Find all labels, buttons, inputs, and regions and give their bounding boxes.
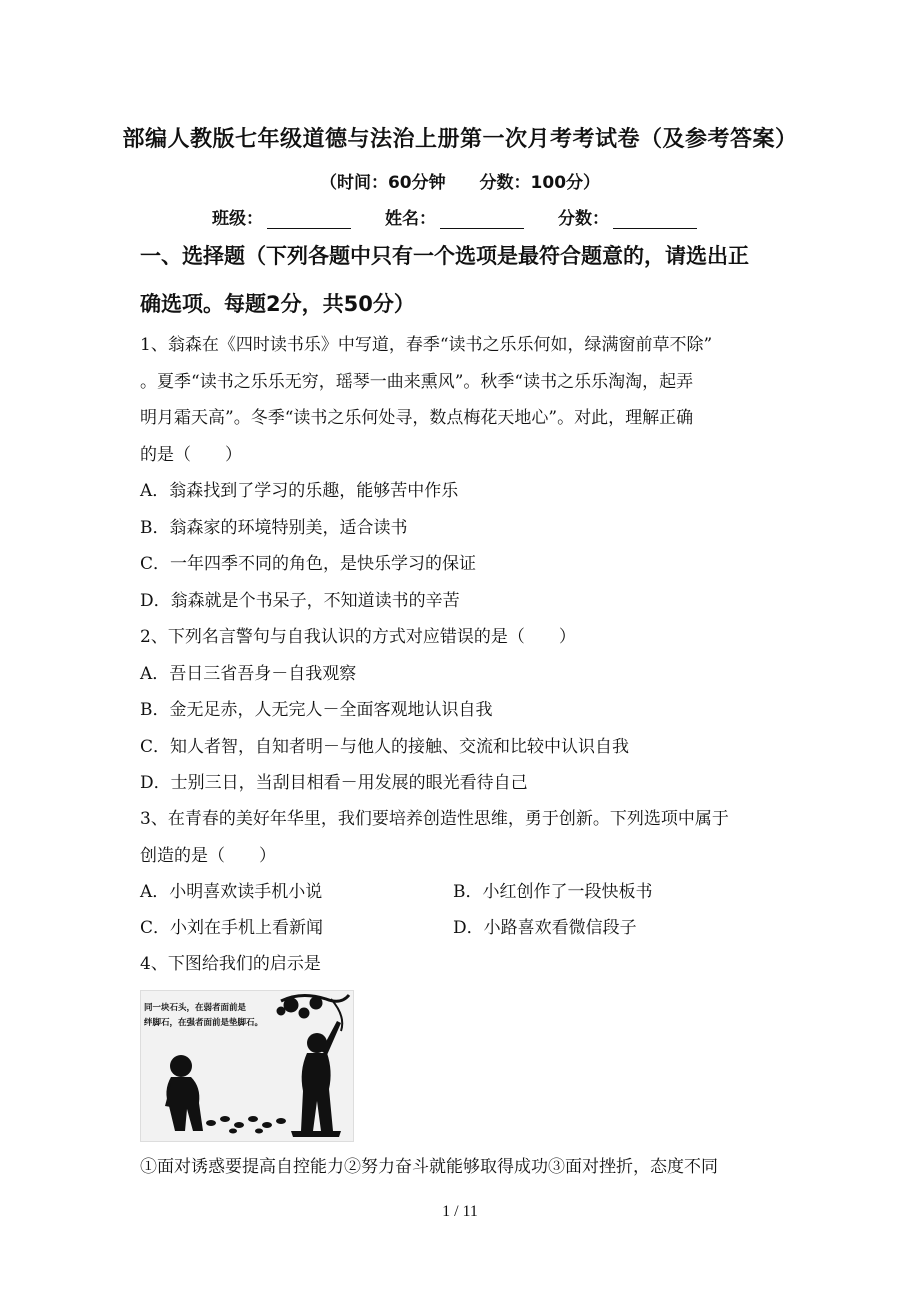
figure-caption-line: 绊脚石，在强者面前是垫脚石。 [144, 1018, 264, 1028]
name-blank[interactable] [440, 210, 524, 229]
question-4-line: 4、下图给我们的启示是 [140, 954, 321, 974]
page-number: 1 / 11 [442, 1203, 478, 1220]
question-4-figure [140, 990, 354, 1142]
score-label: 分数： [558, 209, 609, 229]
question-4-answer-line: ①面对诱惑要提高自控能力②努力奋斗就能够取得成功③面对挫折，态度不同 [140, 1157, 718, 1177]
question-1-line: 。夏季“读书之乐乐无穷，瑶琴一曲来熏风”。秋季“读书之乐乐淘淘，起弄 [140, 371, 694, 392]
class-blank[interactable] [267, 210, 351, 229]
question-1-line: 的是（ ） [140, 444, 242, 465]
page-title: 部编人教版七年级道德与法治上册第一次月考考试卷（及参考答案） [122, 127, 798, 152]
question-3 [140, 801, 785, 874]
section-heading-line-1: 一、选择题（下列各题中只有一个选项是最符合题意的，请选出正 [140, 244, 749, 268]
question-1-option-c[interactable]: C．一年四季不同的角色，是快乐学习的保证 [140, 554, 477, 574]
question-1 [140, 327, 785, 619]
exam-meta [0, 168, 920, 193]
question-3-option-b[interactable]: B．小红创作了一段快板书 [453, 882, 653, 902]
student-info-fields [212, 204, 697, 229]
figure-illustration [141, 991, 353, 1141]
question-4 [140, 946, 785, 983]
question-3-line: 3、在青春的美好年华里，我们要培养创造性思维，勇于创新。下列选项中属于 [140, 809, 729, 829]
question-1-option-a[interactable]: A．翁森找到了学习的乐趣，能够苦中作乐 [140, 481, 459, 501]
name-label: 姓名： [385, 209, 436, 229]
question-3-option-c[interactable]: C．小刘在手机上看新闻 [140, 918, 324, 938]
question-1-line: 明月霜天高”。冬季“读书之乐何处寻，数点梅花天地心”。对此，理解正确 [140, 408, 694, 428]
question-3-options-row-2 [140, 910, 785, 947]
question-2-option-c[interactable]: C．知人者智，自知者明－与他人的接触、交流和比较中认识自我 [140, 736, 630, 757]
exam-total-score: 分数：100分） [479, 173, 601, 193]
question-3-options-row-1 [140, 874, 785, 911]
question-3-option-d[interactable]: D．小路喜欢看微信段子 [453, 918, 637, 938]
question-2-option-b[interactable]: B．金无足赤，人无完人－全面客观地认识自我 [140, 700, 493, 720]
name-field[interactable] [385, 204, 524, 229]
score-field[interactable] [558, 204, 697, 229]
question-1-option-b[interactable]: B．翁森家的环境特别美，适合读书 [140, 517, 408, 538]
score-blank[interactable] [613, 210, 697, 229]
exam-time: （时间：60分钟 [319, 173, 446, 193]
section-heading-line-2: 确选项。每题2分，共50分） [140, 292, 415, 316]
class-field[interactable] [212, 204, 351, 229]
figure-caption-line: 同一块石头，在弱者面前是 [144, 1003, 247, 1013]
question-2-option-a[interactable]: A．吾日三省吾身－自我观察 [140, 663, 357, 684]
question-2 [140, 619, 785, 802]
question-2-option-d[interactable]: D．士别三日，当刮目相看－用发展的眼光看待自己 [140, 773, 528, 793]
reaching-person-silhouette-icon [291, 1021, 341, 1137]
stepping-stones-icon [206, 1116, 286, 1134]
question-3-line: 创造的是（ ） [140, 845, 276, 866]
question-1-option-d[interactable]: D．翁森就是个书呆子，不知道读书的辛苦 [140, 590, 460, 611]
sad-person-silhouette-icon [165, 1055, 203, 1131]
question-1-line: 1、翁森在《四时读书乐》中写道，春季“读书之乐乐何如，绿满窗前草不除” [140, 335, 713, 355]
class-label: 班级： [212, 209, 263, 229]
question-2-line: 2、下列名言警句与自我认识的方式对应错误的是（ ） [140, 627, 576, 647]
question-3-option-a[interactable]: A．小明喜欢读手机小说 [140, 882, 323, 902]
